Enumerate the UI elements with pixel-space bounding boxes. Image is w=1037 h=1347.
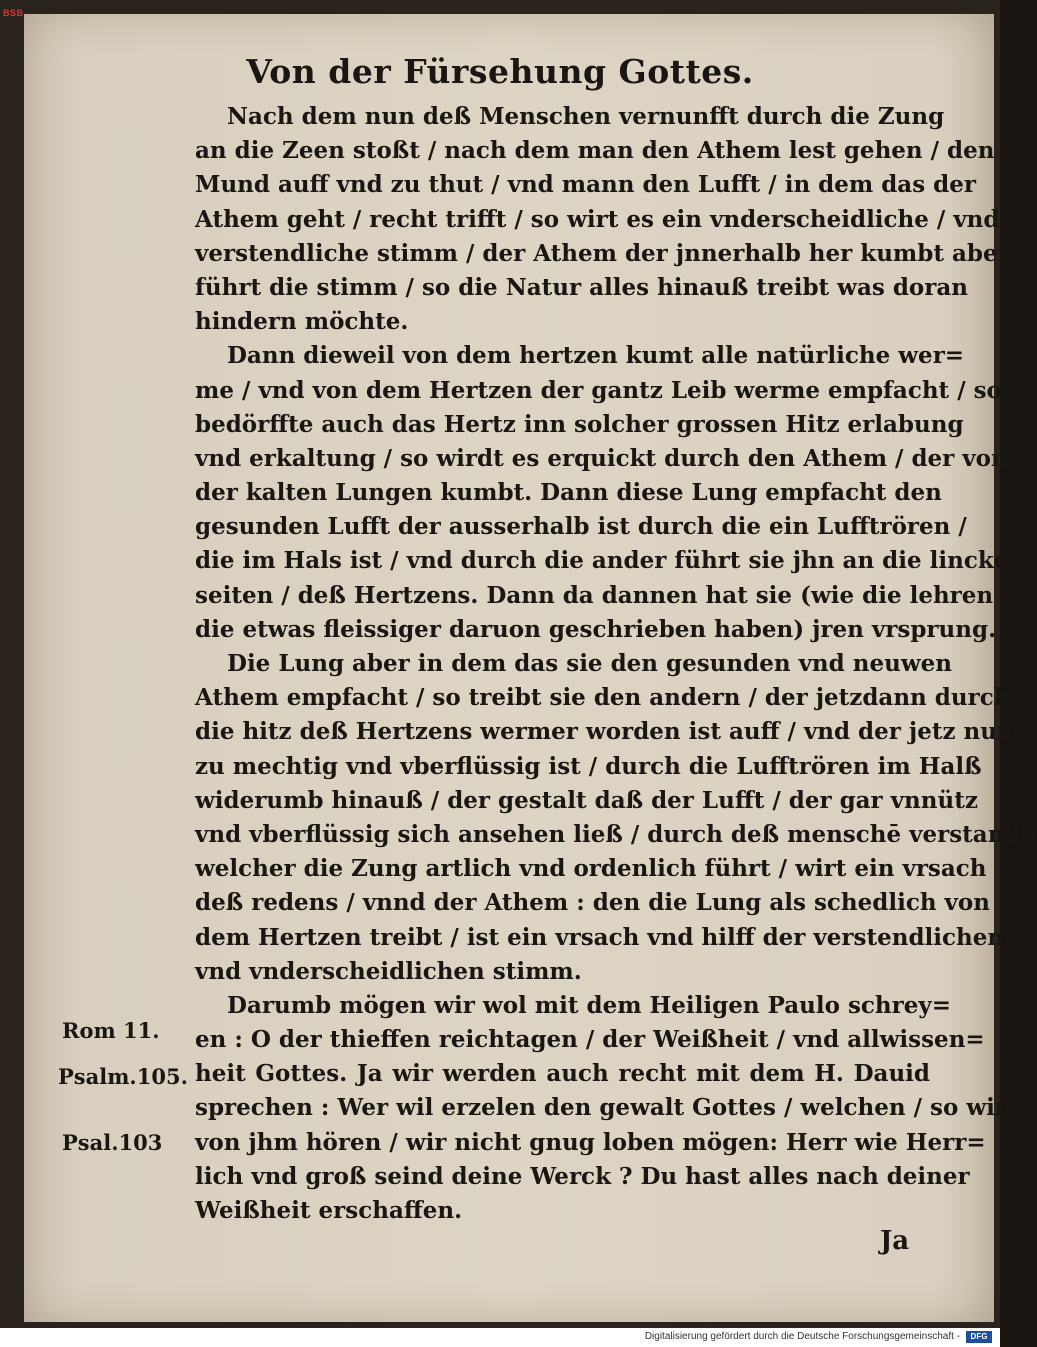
text-line: en : O der thieffen reichtagen / der Weißheit / vnd allwissen= xyxy=(195,1026,985,1054)
body-text xyxy=(195,100,1037,1228)
text-line: bedörffte auch das Hertz inn solcher grossen Hitz erlabung xyxy=(195,410,964,438)
text-line: der kalten Lungen kumbt. Dann diese Lung empfacht den xyxy=(195,479,942,507)
text-line: dem Hertzen treibt / ist ein vrsach vnd hilff der verstendlichen xyxy=(195,923,1005,951)
text-line: heit Gottes. Ja wir werden auch recht mit dem H. Dauid xyxy=(195,1060,930,1088)
text-line: die im Hals ist / vnd durch die ander führt sie jhn an die lincke xyxy=(195,547,1009,575)
text-line: gesunden Lufft der ausserhalb ist durch die ein Lufftrören / xyxy=(195,513,967,541)
text-line: deß redens / vnnd der Athem : den die Lung als schedlich von xyxy=(195,889,990,917)
text-line: verstendliche stimm / der Athem der jnnerhalb her kumbt aber xyxy=(195,239,1010,267)
text-line: Weißheit erschaffen. xyxy=(195,1197,463,1224)
funding-credit: Digitalisierung gefördert durch die Deutsche Forschungsgemeinschaft - xyxy=(644,1331,960,1342)
library-mark: BSB xyxy=(3,8,24,18)
text-line: welcher die Zung artlich vnd ordenlich führt / wirt ein vrsach xyxy=(195,855,987,883)
text-line: widerumb hinauß / der gestalt daß der Lufft / der gar vnnütz xyxy=(195,786,978,814)
text-line: vnd vnderscheidlichen stimm. xyxy=(195,957,582,985)
margin-note-psalm-105: Psalm.105. xyxy=(58,1064,188,1089)
text-line: die etwas fleissiger daruon geschrieben haben) jren vrsprung. xyxy=(195,615,997,643)
text-line: Darumb mögen wir wol mit dem Heiligen Paulo schrey= xyxy=(227,991,952,1019)
catchword: Ja xyxy=(880,1226,910,1256)
text-line: Dann dieweil von dem hertzen kumt alle natürliche wer= xyxy=(227,342,965,370)
margin-note-rom: Rom 11. xyxy=(62,1018,160,1043)
text-line: die hitz deß Hertzens wermer worden ist auff / vnd der jetz nun xyxy=(195,718,1014,746)
text-line: vnd vberflüssig sich ansehen ließ / durch deß menschē verstand / xyxy=(195,820,1037,848)
footer-bar xyxy=(0,1328,1000,1347)
text-line: von jhm hören / wir nicht gnug loben mögen: Herr wie Herr= xyxy=(195,1128,986,1156)
text-line: lich vnd groß seind deine Werck ? Du hast alles nach deiner xyxy=(195,1162,970,1190)
text-line: Athem geht / recht trifft / so wirt es ein vnderscheidliche / vnd xyxy=(195,205,1000,233)
text-line: vnd erkaltung / so wirdt es erquickt durch den Athem / der von xyxy=(195,444,1008,472)
text-line: führt die stimm / so die Natur alles hinauß treibt was doran xyxy=(195,273,969,301)
text-line: Die Lung aber in dem das sie den gesunden vnd neuwen xyxy=(227,650,952,677)
text-line: Nach dem nun deß Menschen vernunfft durch die Zung xyxy=(227,103,945,130)
text-line: zu mechtig vnd vberflüssig ist / durch die Lufftrören im Halß xyxy=(195,752,982,780)
page-title: Von der Fürsehung Gottes. xyxy=(246,52,754,91)
text-line: sprechen : Wer wil erzelen den gewalt Gottes / welchen / so wir xyxy=(195,1094,1007,1122)
margin-note-psalm-103: Psal.103 xyxy=(62,1130,163,1155)
text-line: Mund auff vnd zu thut / vnd mann den Lufft / in dem das der xyxy=(195,171,977,199)
dfg-logo: DFG xyxy=(966,1331,992,1343)
text-line: Athem empfacht / so treibt sie den andern / der jetzdann durch xyxy=(195,684,1011,712)
text-line: seiten / deß Hertzens. Dann da dannen hat sie (wie die lehren xyxy=(195,581,994,609)
text-line: hindern möchte. xyxy=(195,308,409,336)
text-line: me / vnd von dem Hertzen der gantz Leib werme empfacht / so xyxy=(195,376,1002,404)
text-line: an die Zeen stoßt / nach dem man den Athem lest gehen / den xyxy=(195,137,995,165)
